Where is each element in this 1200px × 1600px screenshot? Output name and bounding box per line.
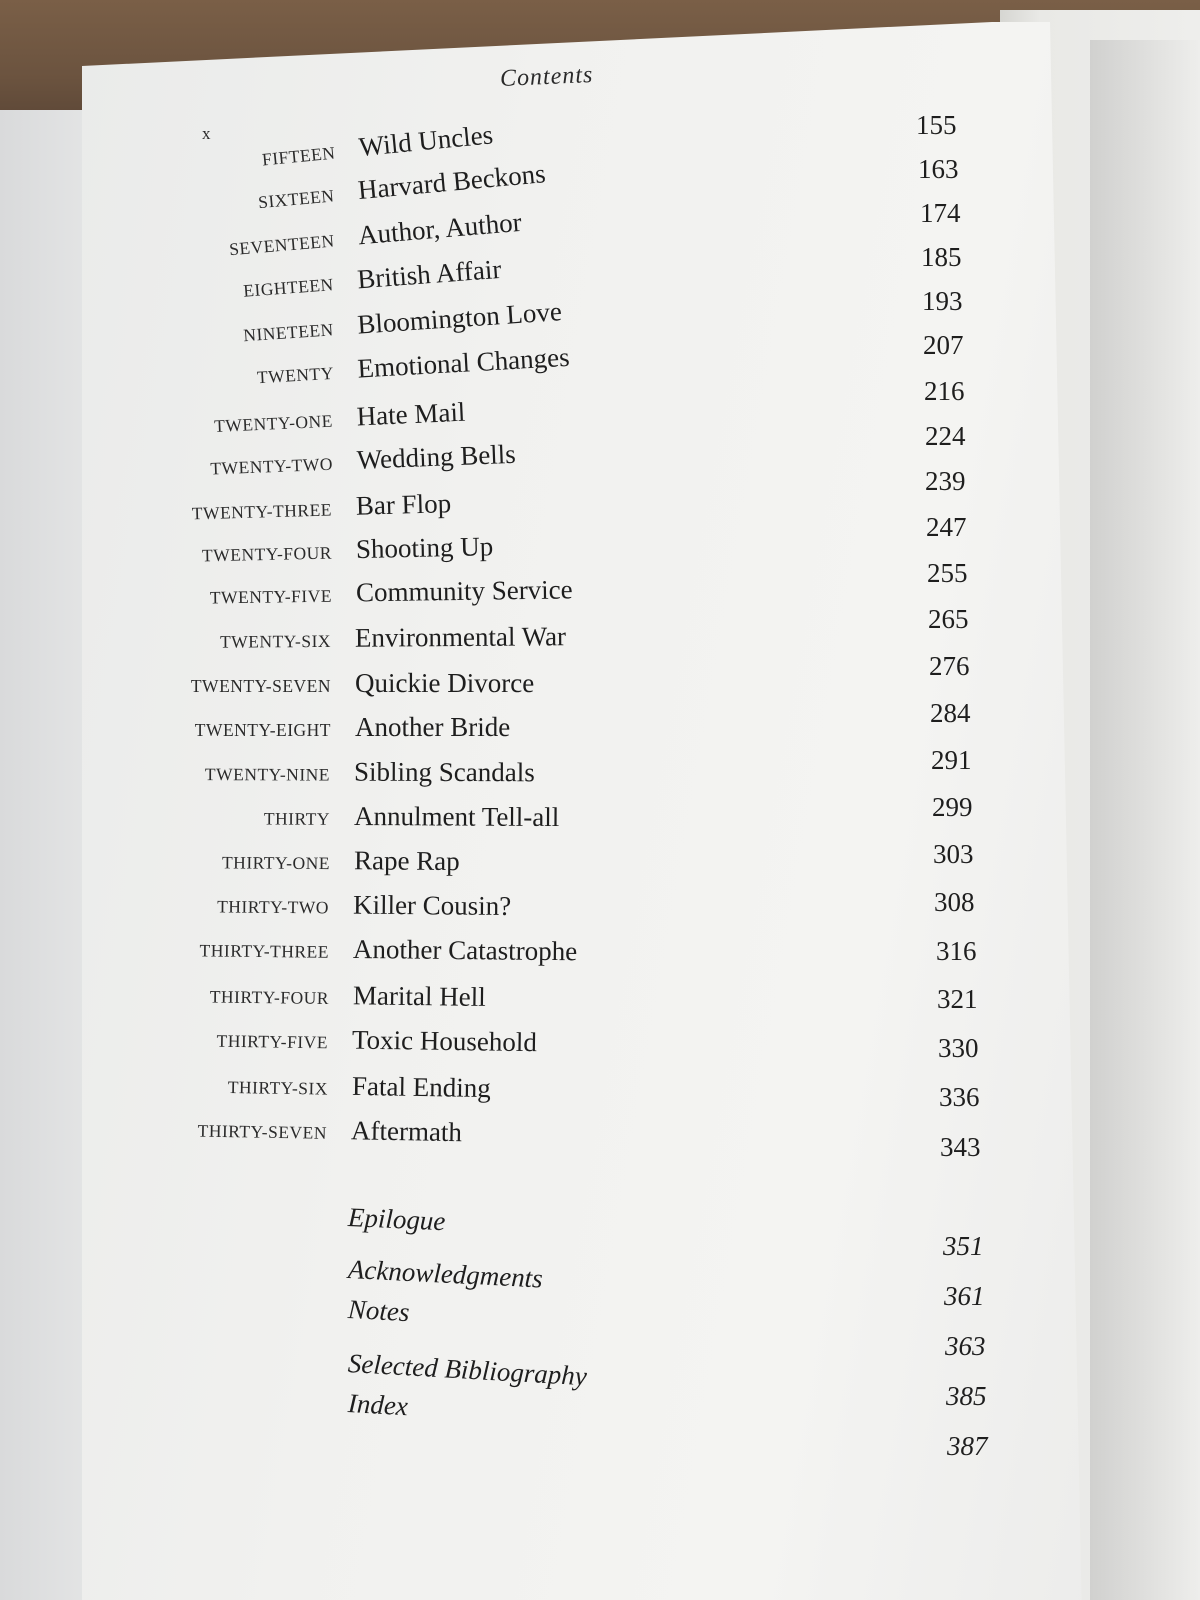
- chapter-number: TWENTY-TWO: [209, 453, 334, 479]
- chapter-number: TWENTY-NINE: [204, 764, 331, 785]
- chapter-title: Bar Flop: [355, 488, 452, 521]
- toc-entry: [170, 566, 1000, 618]
- toc-entry: [167, 886, 997, 933]
- chapter-number: THIRTY: [263, 808, 331, 829]
- toc-entry: [169, 710, 999, 750]
- page-number: 343: [940, 1132, 981, 1162]
- chapter-title: Quickie Divorce: [355, 668, 535, 698]
- chapter-number: THIRTY-FOUR: [209, 986, 330, 1008]
- chapter-title: Sibling Scandals: [353, 756, 535, 788]
- chapter-title: Bloomington Love: [356, 296, 563, 340]
- chapter-number: EIGHTEEN: [242, 274, 335, 301]
- toc-entry: [169, 666, 999, 706]
- chapter-title: Wild Uncles: [357, 119, 495, 163]
- chapter-number: TWENTY-SIX: [219, 630, 332, 652]
- chapter-number: TWENTY-EIGHT: [194, 720, 331, 740]
- chapter-number: TWENTY-FOUR: [201, 542, 333, 566]
- chapter-number: THIRTY-FIVE: [216, 1030, 329, 1053]
- page-number: 239: [925, 466, 966, 496]
- toc-entry: [167, 976, 997, 1026]
- chapter-title: Killer Cousin?: [352, 889, 512, 922]
- page-number: 361: [944, 1281, 985, 1311]
- chapter-number: THIRTY-SEVEN: [197, 1120, 328, 1143]
- chapter-title: Aftermath: [350, 1115, 463, 1148]
- page-number: 299: [932, 792, 973, 822]
- page-number: 193: [922, 286, 963, 316]
- page-number: 291: [931, 745, 972, 775]
- chapter-number: NINETEEN: [242, 319, 335, 346]
- toc-entry: [165, 1110, 996, 1164]
- chapter-number: THIRTY-SIX: [227, 1076, 329, 1099]
- running-head: Contents: [499, 61, 594, 93]
- page-number: 224: [925, 421, 966, 451]
- chapter-number: THIRTY-THREE: [199, 940, 330, 962]
- chapter-title: Community Service: [355, 574, 573, 608]
- chapter-title: Author, Author: [356, 206, 523, 251]
- chapter-number: TWENTY-FIVE: [209, 585, 333, 608]
- page-number: 284: [930, 698, 971, 728]
- toc-entry: [168, 842, 998, 888]
- chapter-title: Wedding Bells: [356, 438, 517, 475]
- chapter-title: Rape Rap: [353, 845, 460, 877]
- chapter-number: TWENTY-SEVEN: [190, 676, 331, 696]
- page-number: 255: [927, 558, 968, 588]
- page-number: 247: [926, 512, 967, 542]
- toc-entry: [166, 1066, 997, 1119]
- toc-entry: [168, 798, 998, 842]
- page-number: 316: [936, 936, 977, 966]
- page-number: 351: [943, 1231, 984, 1261]
- chapter-title: Annulment Tell-all: [353, 800, 560, 833]
- page-number: 265: [928, 604, 969, 634]
- back-matter-title: Acknowledgments: [347, 1254, 544, 1294]
- chapter-number: SEVENTEEN: [228, 230, 336, 260]
- chapter-title: Another Catastrophe: [352, 933, 578, 967]
- back-matter-title: Index: [347, 1388, 409, 1422]
- chapter-number: THIRTY-TWO: [217, 896, 330, 918]
- page-number: 185: [921, 242, 962, 272]
- chapter-title: Marital Hell: [352, 980, 486, 1012]
- page-number: 387: [947, 1431, 988, 1461]
- page-number: 363: [945, 1331, 986, 1361]
- chapter-title: Hate Mail: [355, 396, 466, 432]
- chapter-number: TWENTY: [256, 362, 335, 388]
- back-matter-title: Notes: [347, 1294, 411, 1328]
- toc-entry: [166, 1020, 996, 1072]
- page-number: 385: [946, 1381, 987, 1411]
- chapter-number: TWENTY-ONE: [213, 410, 334, 437]
- page-number: 163: [918, 154, 959, 184]
- chapter-title: Shooting Up: [355, 531, 494, 565]
- page-number: 207: [923, 330, 964, 360]
- page-number: 276: [929, 651, 970, 681]
- back-matter-title: Selected Bibliography: [347, 1348, 588, 1392]
- page-number: 216: [924, 376, 965, 406]
- page-number: 321: [937, 984, 978, 1014]
- toc-entry: [167, 930, 997, 979]
- chapter-title: Fatal Ending: [351, 1070, 491, 1104]
- chapter-title: Toxic Household: [351, 1024, 538, 1058]
- chapter-title: Emotional Changes: [356, 341, 571, 384]
- chapter-number: SIXTEEN: [257, 185, 336, 213]
- page-number: 308: [934, 887, 975, 917]
- chapter-number: FIFTEEN: [261, 142, 337, 170]
- page-number: 174: [920, 198, 961, 228]
- chapter-title: Another Bride: [355, 712, 511, 742]
- page-number: 336: [939, 1082, 980, 1112]
- toc-entry: [169, 616, 999, 662]
- back-matter-title: Epilogue: [347, 1202, 447, 1237]
- page-number: 330: [938, 1033, 979, 1063]
- page-number: 155: [916, 110, 957, 140]
- chapter-number: TWENTY-THREE: [191, 499, 333, 524]
- chapter-title: Harvard Beckons: [356, 158, 547, 206]
- page-number: 303: [933, 839, 974, 869]
- chapter-title: Environmental War: [354, 621, 567, 653]
- chapter-title: British Affair: [356, 253, 503, 295]
- toc-entry: [168, 754, 998, 797]
- chapter-number: THIRTY-ONE: [221, 852, 331, 874]
- page-folio: x: [202, 124, 211, 143]
